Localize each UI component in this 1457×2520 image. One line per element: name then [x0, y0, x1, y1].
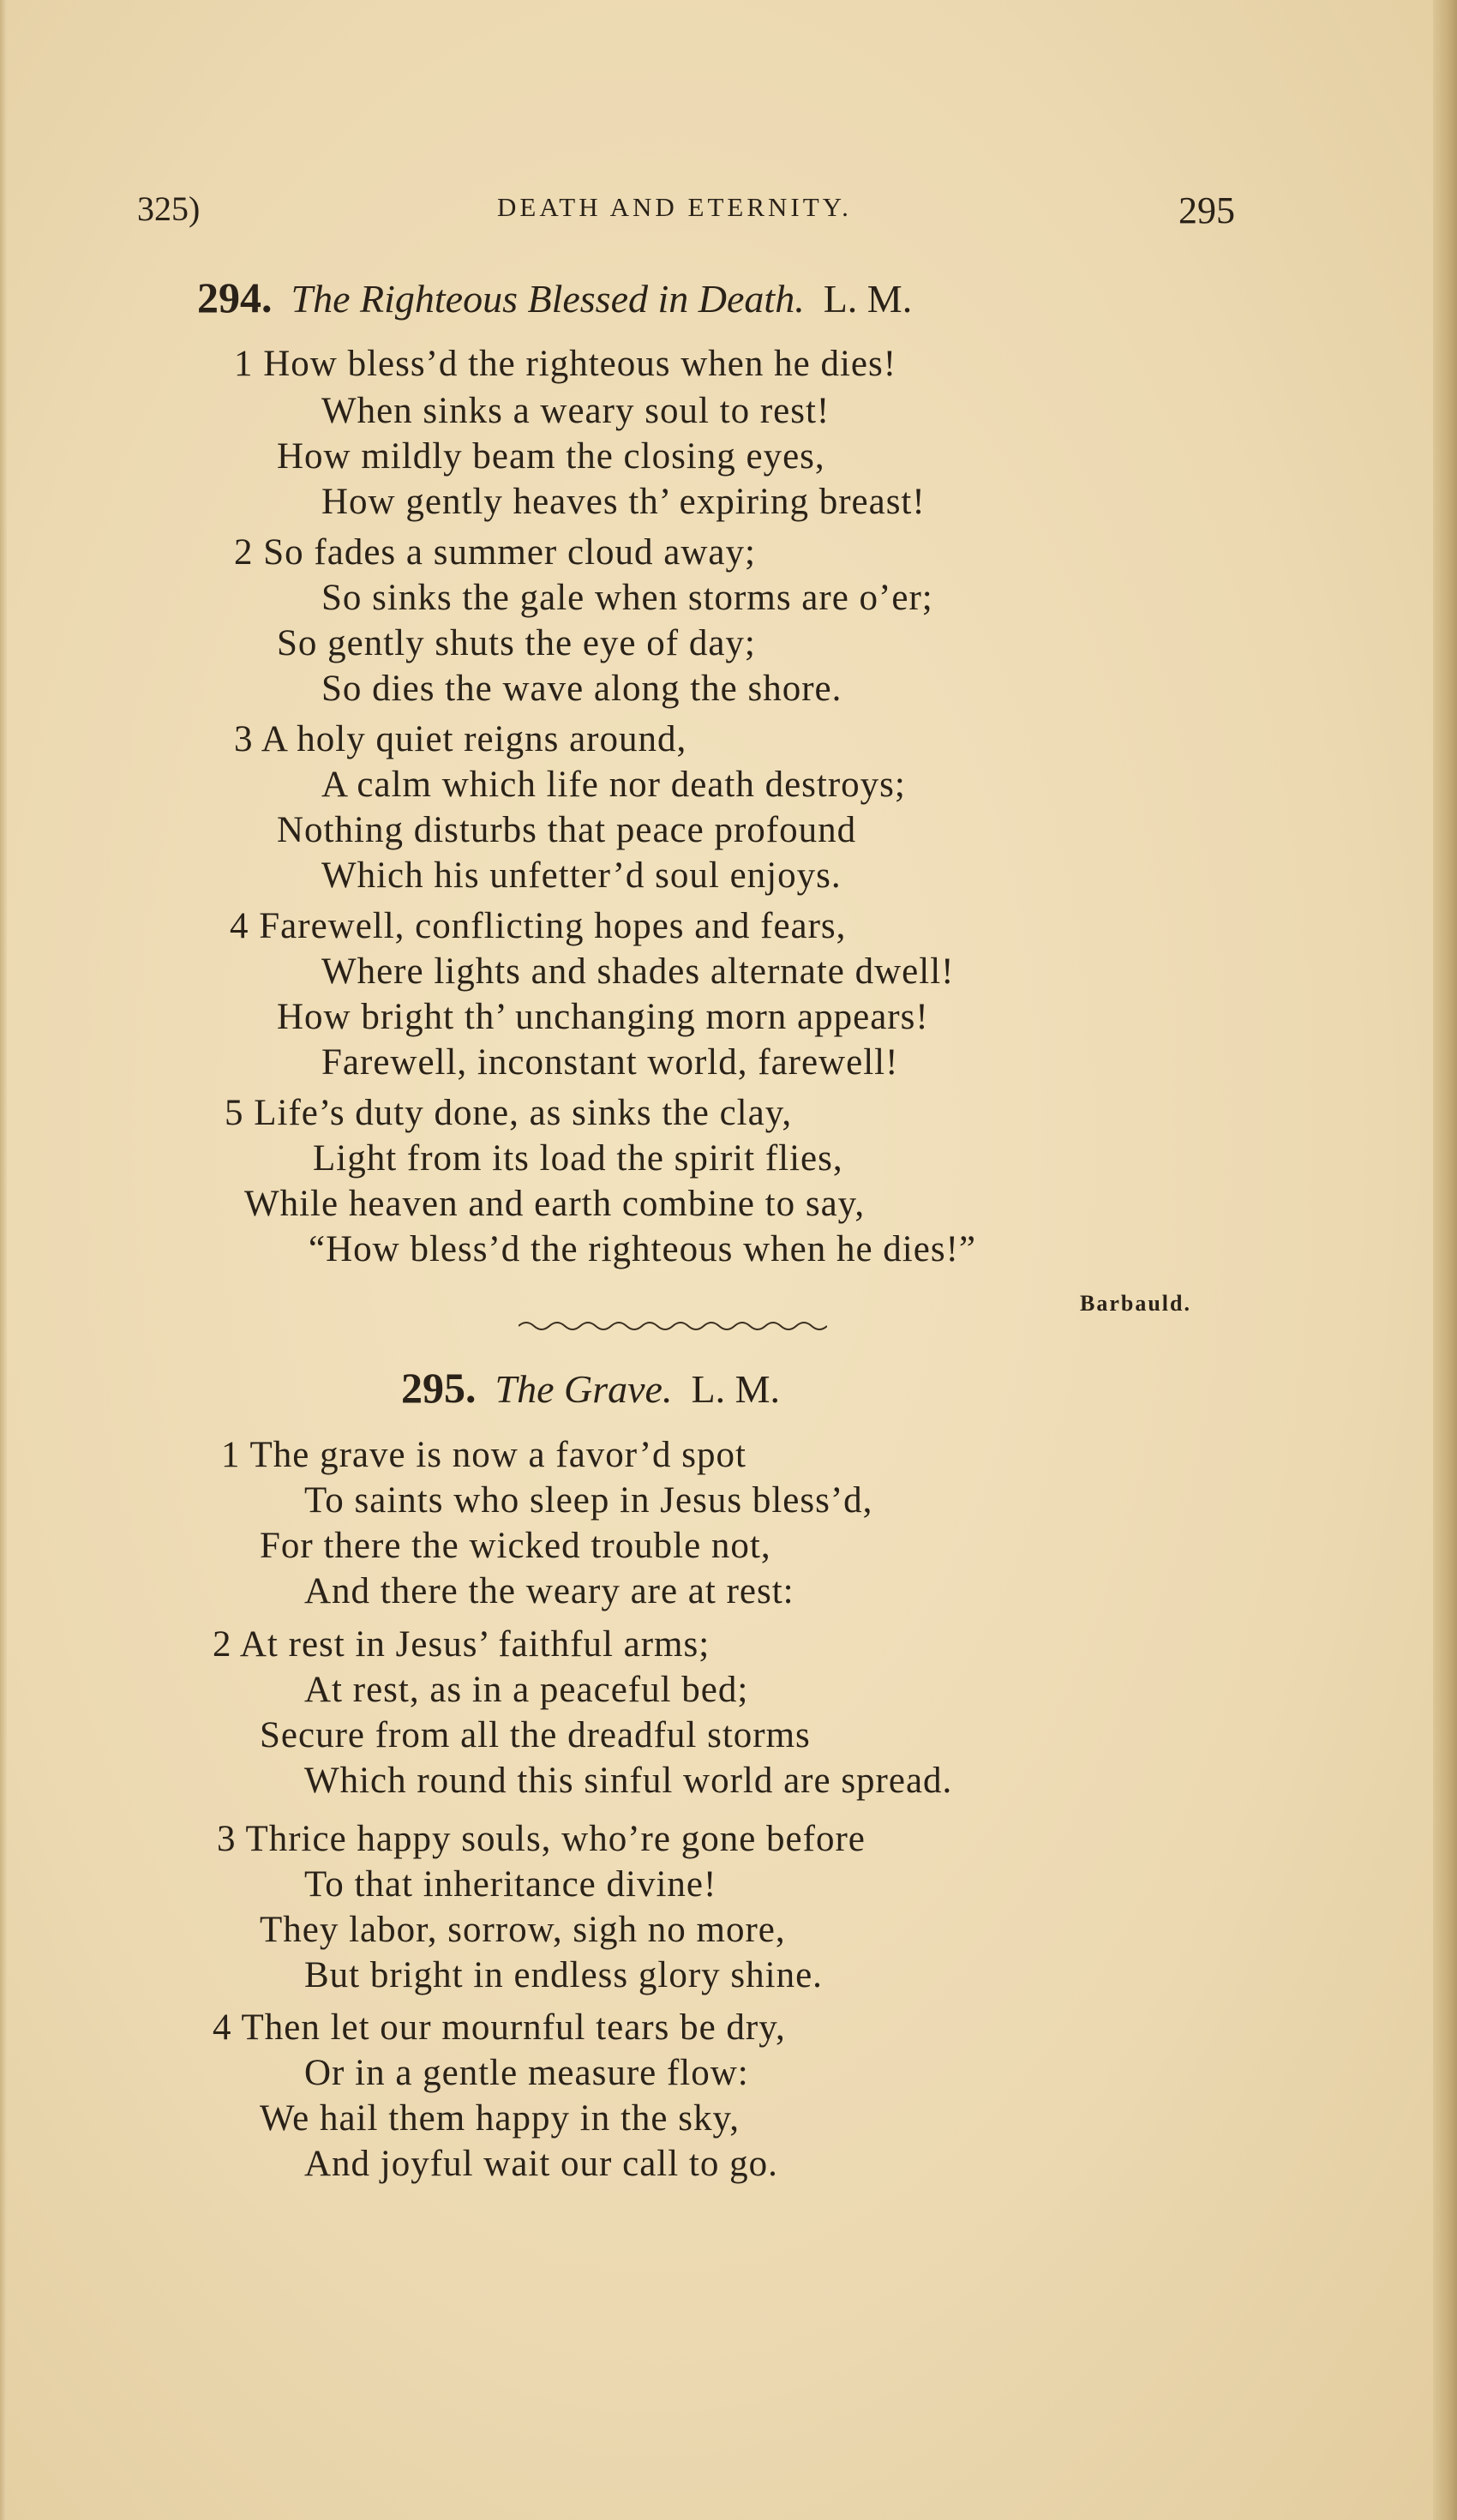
verse-line: At rest, as in a peaceful bed; — [304, 1670, 749, 1710]
verse-line: To saints who sleep in Jesus bless’d, — [304, 1480, 873, 1521]
hymn-294-heading — [197, 273, 912, 322]
verse-line: And there the weary are at rest: — [304, 1571, 794, 1611]
verse-line: They labor, sorrow, sigh no more, — [260, 1910, 786, 1950]
verse-line: 1 How bless’d the righteous when he dies! — [234, 344, 897, 384]
page-right-edge — [1433, 0, 1457, 2520]
hymn-meter: L. M. — [691, 1367, 780, 1411]
verse-line: A calm which life nor death destroys; — [321, 765, 906, 805]
verse-line: So gently shuts the eye of day; — [277, 623, 756, 663]
verse-line: 4 Then let our mournful tears be dry, — [213, 2007, 786, 2048]
verse-line: While heaven and earth combine to say, — [244, 1184, 866, 1224]
verse-line: How bright th’ unchanging morn appears! — [277, 997, 929, 1037]
verse-line: 2 So fades a summer cloud away; — [234, 532, 756, 573]
verse-line: So sinks the gale when storms are o’er; — [321, 578, 933, 618]
verse-line: 4 Farewell, conflicting hopes and fears, — [230, 906, 847, 946]
verse-line: For there the wicked trouble not, — [260, 1526, 771, 1566]
verse-line: 3 A holy quiet reigns around, — [234, 719, 687, 759]
hymn-meter: L. M. — [823, 277, 913, 321]
verse-line: How mildly beam the closing eyes, — [277, 436, 825, 477]
verse-line: Which round this sinful world are spread. — [304, 1761, 953, 1801]
running-title: DEATH AND ETERNITY. — [497, 192, 852, 222]
verse-line: Secure from all the dreadful storms — [260, 1715, 811, 1755]
verse-line: How gently heaves th’ expiring breast! — [321, 482, 926, 522]
verse-line: Or in a gentle measure flow: — [304, 2053, 749, 2093]
verse-line: We hail them happy in the sky, — [260, 2098, 740, 2139]
verse-line: “How bless’d the righteous when he dies!” — [309, 1229, 976, 1269]
verse-line: And joyful wait our call to go. — [304, 2144, 778, 2184]
hymn-number: 294. — [197, 273, 273, 321]
hymn-number: 295. — [401, 1364, 477, 1412]
hymn-title: The Righteous Blessed in Death. — [291, 277, 805, 321]
verse-line: But bright in endless glory shine. — [304, 1955, 823, 1995]
verse-line: Where lights and shades alternate dwell! — [321, 951, 955, 992]
hymn-title: The Grave. — [495, 1367, 673, 1411]
verse-line: Nothing disturbs that peace profound — [277, 810, 857, 850]
verse-line: 5 Life’s duty done, as sinks the clay, — [225, 1093, 793, 1133]
verse-line: Which his unfetter’d soul enjoys. — [321, 855, 842, 896]
hymn-295-heading — [401, 1363, 780, 1413]
page-left-edge — [0, 0, 7, 2520]
verse-line: When sinks a weary soul to rest! — [321, 391, 830, 431]
page-number: 295 — [1178, 189, 1235, 231]
hymn-author: Barbauld. — [1080, 1291, 1191, 1316]
verse-line: Light from its load the spirit flies, — [313, 1138, 843, 1179]
ornamental-divider — [519, 1316, 827, 1333]
verse-line: So dies the wave along the shore. — [321, 669, 842, 709]
verse-line: 1 The grave is now a favor’d spot — [221, 1435, 746, 1475]
verse-line: 3 Thrice happy souls, who’re gone before — [217, 1819, 866, 1859]
running-header — [137, 189, 1251, 240]
verse-line: 2 At rest in Jesus’ faithful arms; — [213, 1624, 711, 1665]
header-reference: 325) — [137, 189, 201, 228]
verse-line: Farewell, inconstant world, farewell! — [321, 1042, 899, 1083]
verse-line: To that inheritance divine! — [304, 1864, 717, 1905]
